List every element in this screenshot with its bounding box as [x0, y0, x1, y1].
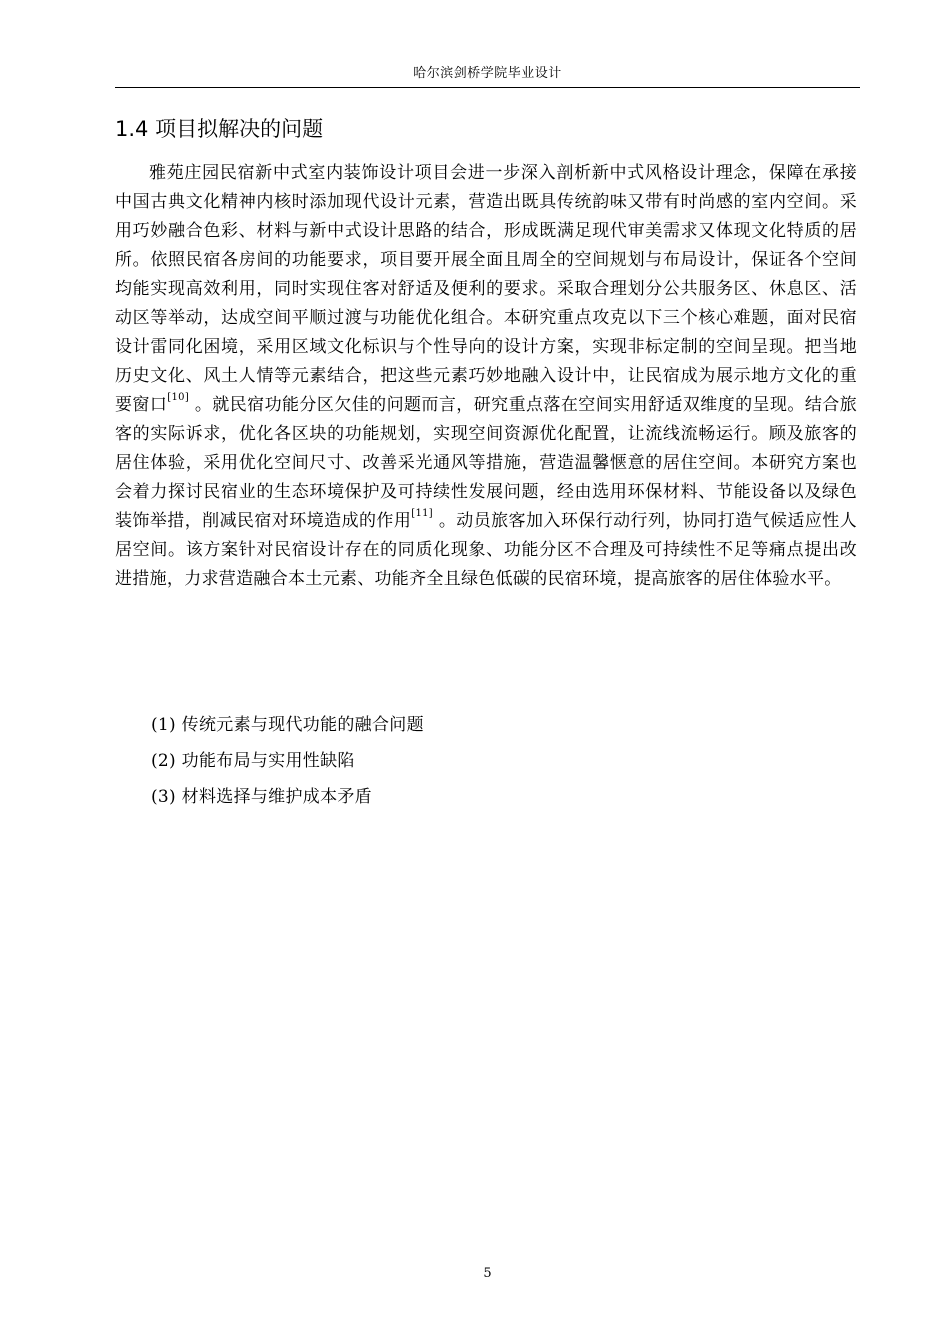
body-paragraph	[115, 159, 857, 594]
problem-item-1: (1) 传统元素与现代功能的融合问题	[151, 715, 424, 735]
section-heading: 1.4 项目拟解决的问题	[115, 117, 324, 141]
header-divider	[115, 87, 860, 88]
paragraph-text-part-3: 。动员旅客加入环保行动行列，协同打造气候适应性人居空间。该方案针对民宿设计存在的同质化现象、功能分区不合理及可持续性不足等痛点提出改进措施，力求营造融合本土元素、功能齐全且绿色低碳的民宿环境，提高旅客的居住体验水平。	[115, 511, 857, 589]
page-number: 5	[483, 1266, 492, 1281]
page-header-title: 哈尔滨剑桥学院毕业设计	[413, 66, 562, 81]
problem-list	[151, 713, 424, 821]
problem-item-3: (3) 材料选择与维护成本矛盾	[151, 787, 372, 807]
citation-ref-10: [10]	[167, 392, 190, 403]
paragraph-text-part-2: 。就民宿功能分区欠佳的问题而言，研究重点落在空间实用舒适双维度的呈现。结合旅客的实际诉求，优化各区块的功能规划，实现空间资源优化配置，让流线流畅运行。顾及旅客的居住体验，采用优化空间尺寸、改善采光通风等措施，营造温馨惬意的居住空间。本研究方案也会着力探讨民宿业的生态环境保护及可持续性发展问题，经由选用环保材料、节能设备以及绿色装饰举措，削减民宿对环境造成的作用	[115, 395, 857, 531]
citation-ref-11: [11]	[411, 508, 434, 519]
problem-item-2: (2) 功能布局与实用性缺陷	[151, 751, 355, 771]
paragraph-text-part-1: 雅苑庄园民宿新中式室内装饰设计项目会进一步深入剖析新中式风格设计理念，保障在承接中国古典文化精神内核时添加现代设计元素，营造出既具传统韵味又带有时尚感的室内空间。采用巧妙融合色彩、材料与新中式设计思路的结合，形成既满足现代审美需求又体现文化特质的居所。依照民宿各房间的功能要求，项目要开展全面且周全的空间规划与布局设计，保证各个空间均能实现高效利用，同时实现住客对舒适及便利的要求。采取合理划分公共服务区、休息区、活动区等举动，达成空间平顺过渡与功能优化组合。本研究重点攻克以下三个核心难题，面对民宿设计雷同化困境，采用区域文化标识与个性导向的设计方案，实现非标定制的空间呈现。把当地历史文化、风土人情等元素结合，把这些元素巧妙地融入设计中，让民宿成为展示地方文化的重要窗口	[115, 163, 857, 415]
